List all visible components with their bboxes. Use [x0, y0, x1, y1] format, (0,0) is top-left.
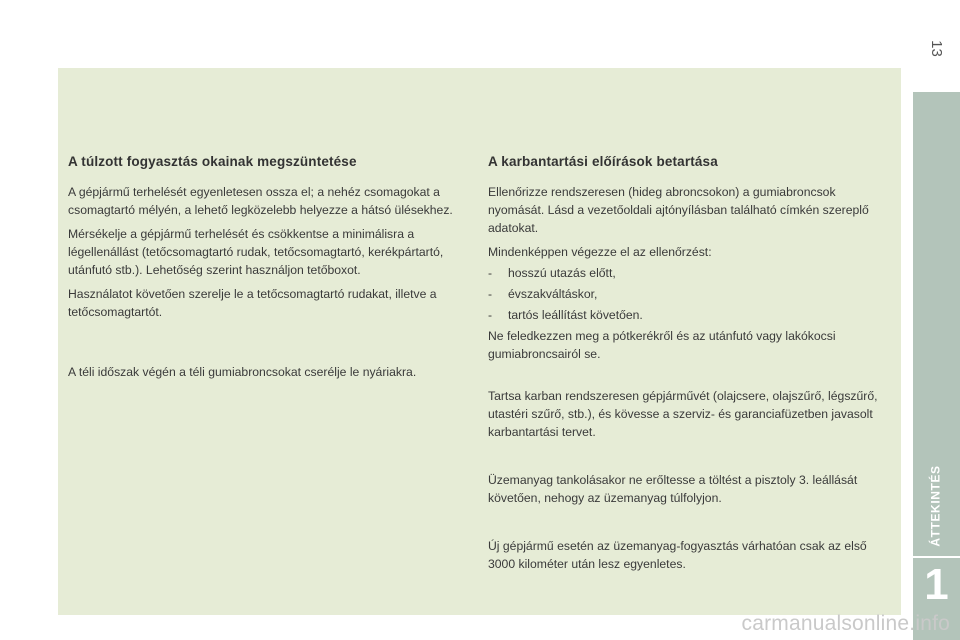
list-item: [488, 285, 888, 303]
chapter-label: ÁTTEKINTÉS: [929, 465, 943, 547]
dash-mark: -: [488, 308, 493, 322]
right-paragraph-6: Új gépjármű esetén az üzemanyag-fogyasztás várhatóan csak az első 3000 kilométer után lesz egyenletes.: [488, 539, 867, 571]
dash-mark: -: [488, 266, 493, 280]
right-paragraph-4: Tartsa karban rendszeresen gépjárművét (olajcsere, olajszűrő, légszűrő, utastéri szűrő, stb.), és kövesse a szerviz- és garanciafüzetben javasolt karbantartási tervet.: [488, 389, 878, 439]
list-item: [488, 264, 888, 282]
right-column: [488, 154, 888, 573]
right-heading: A karbantartási előírások betartása: [488, 154, 718, 169]
list-item-text: évszakváltáskor,: [508, 287, 598, 301]
right-paragraph-5: Üzemanyag tankolásakor ne erőltesse a töltést a pisztoly 3. leállását követően, nehogy az üzemanyag túlfolyjon.: [488, 473, 858, 505]
left-heading: A túlzott fogyasztás okainak megszüntetése: [68, 154, 357, 169]
chapter-number: 1: [924, 560, 949, 609]
watermark: carmanualsonline.info: [741, 612, 950, 635]
dash-mark: -: [488, 287, 493, 301]
left-column: [68, 154, 468, 381]
right-paragraph-3: Ne feledkezzen meg a pótkerékről és az utánfutó vagy lakókocsi gumiabroncsairól se.: [488, 329, 836, 361]
left-paragraph-4: A téli időszak végén a téli gumiabroncsokat cserélje le nyáriakra.: [68, 365, 417, 379]
list-item-text: hosszú utazás előtt,: [508, 266, 616, 280]
left-paragraph-3: Használatot követően szerelje le a tetőcsomagtartó rudakat, illetve a tetőcsomagtartót.: [68, 287, 437, 319]
content-panel: [58, 68, 901, 615]
right-paragraph-1: Ellenőrizze rendszeresen (hideg abroncsokon) a gumiabroncsok nyomását. Lásd a vezetőoldali ajtónyílásban található címkén szereplő adatokat.: [488, 185, 869, 235]
list-item: [488, 306, 888, 324]
right-paragraph-2: Mindenképpen végezze el az ellenőrzést:: [488, 245, 712, 259]
left-paragraph-2: Mérsékelje a gépjármű terhelését és csökkentse a minimálisra a légellenállást (tetőcsomagtartó rudak, tetőcsomagtartó, kerékpártartó, utánfutó stb.). Lehetőség szerint használjon tetőboxot.: [68, 227, 444, 277]
chapter-divider: [913, 556, 960, 558]
page-number: 13: [927, 39, 945, 57]
left-paragraph-1: A gépjármű terhelését egyenletesen ossza el; a nehéz csomagokat a csomagtartó mélyén, a lehető legközelebb helyezze a hátsó ülésekhez.: [68, 185, 453, 217]
list-item-text: tartós leállítást követően.: [508, 308, 643, 322]
